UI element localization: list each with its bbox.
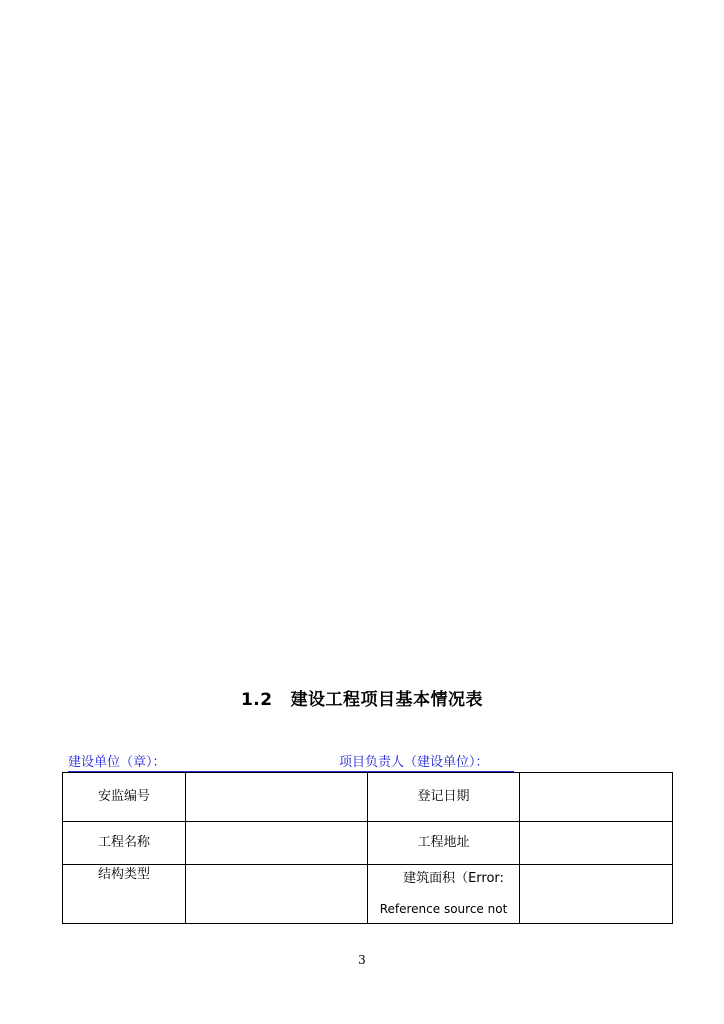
section-title: 建设工程项目基本情况表: [290, 690, 484, 710]
project-address-label: 工程地址: [368, 822, 520, 865]
safety-supervision-number-value[interactable]: [186, 773, 368, 822]
section-number: 1.2: [240, 690, 273, 710]
project-name-label: 工程名称: [63, 822, 186, 865]
structure-type-value[interactable]: [186, 865, 368, 924]
table-row: [63, 822, 673, 865]
table-row: [63, 773, 673, 822]
building-area-label-line1: 建筑面积（Error:: [403, 871, 504, 886]
project-leader-label[interactable]: 项目负责人（建设单位）：: [339, 755, 489, 770]
project-address-value[interactable]: [520, 822, 673, 865]
building-area-value[interactable]: [520, 865, 673, 924]
table-row: [63, 865, 673, 924]
project-info-table: [62, 772, 673, 924]
project-name-value[interactable]: [186, 822, 368, 865]
page-number: 3: [358, 953, 366, 967]
safety-supervision-number-label: 安监编号: [63, 773, 186, 822]
building-area-label-line2: Reference source not: [379, 902, 508, 916]
structure-type-label: 结构类型: [63, 865, 186, 924]
info-line: [68, 755, 514, 772]
registration-date-value[interactable]: [520, 773, 673, 822]
section-heading: [0, 688, 724, 712]
building-area-label: [368, 865, 520, 924]
construction-unit-label[interactable]: 建设单位（章）：: [68, 755, 166, 770]
registration-date-label: 登记日期: [368, 773, 520, 822]
